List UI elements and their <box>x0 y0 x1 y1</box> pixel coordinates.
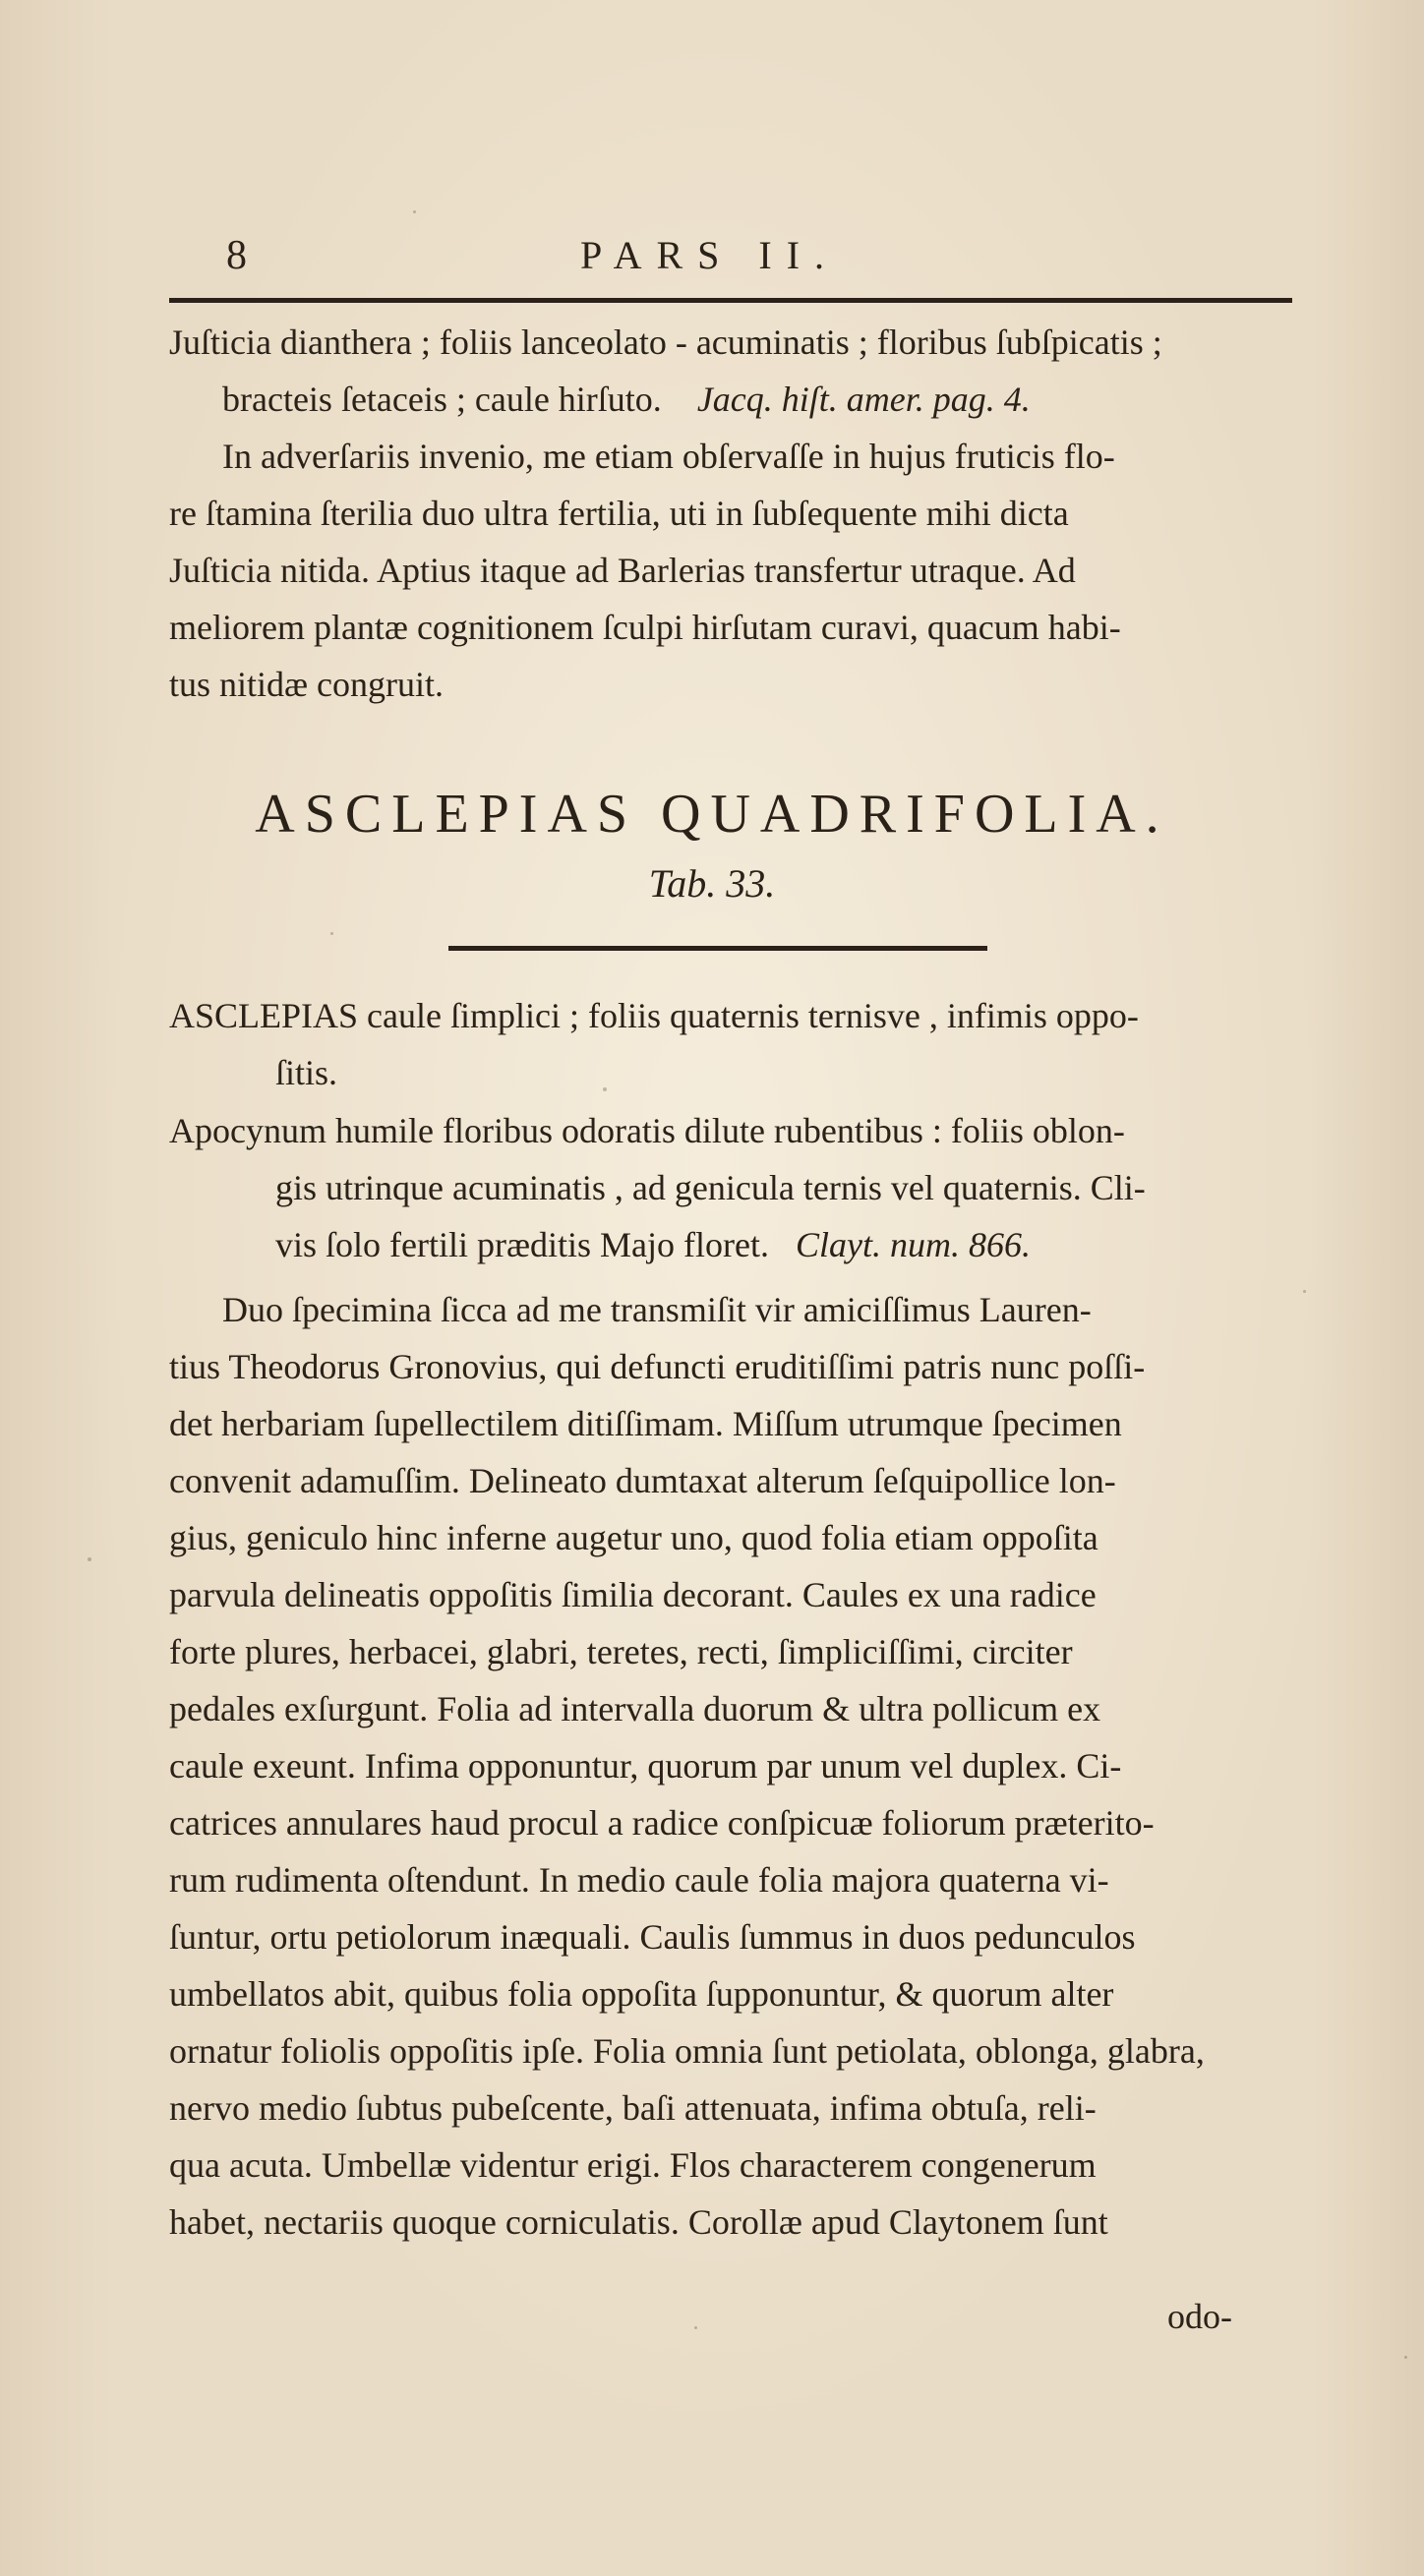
diagnosis-paragraph <box>169 987 1300 1101</box>
paper-speck <box>88 1557 91 1561</box>
synonym-paragraph <box>169 1102 1300 1273</box>
intro-paragraph <box>169 314 1300 713</box>
intro-line-6: meliorem plantæ cognitionem ſculpi hirſutam curavi, quacum habi- <box>169 608 1121 647</box>
synonym-line-3 <box>169 1216 1300 1273</box>
body-line: convenit adamuſſim. Delineato dumtaxat alterum ſeſquipollice lon- <box>169 1461 1116 1500</box>
body-line: gius, geniculo hinc inferne augetur uno, quod folia etiam oppoſita <box>169 1518 1098 1557</box>
intro-line-4: re ſtamina ſterilia duo ultra fertilia, uti in ſubſequente mihi dicta <box>169 494 1069 533</box>
synonym-line-3-text: vis ſolo fertili præditis Majo floret. <box>275 1225 769 1264</box>
plate-reference: Tab. 33. <box>648 861 776 906</box>
header-rule <box>169 298 1292 303</box>
body-line: catrices annulares haud procul a radice conſpicuæ foliorum præterito- <box>169 1803 1155 1843</box>
body-line: parvula delineatis oppoſitis ſimilia decorant. Caules ex una radice <box>169 1575 1097 1614</box>
body-line: det herbariam ſupellectilem ditiſſimam. Miſſum utrumque ſpecimen <box>169 1404 1122 1443</box>
diagnosis-line-1: ASCLEPIAS caule ſimplici ; foliis quaternis ternisve , infimis oppo- <box>169 996 1139 1035</box>
paper-speck <box>413 210 416 213</box>
paper-speck <box>1303 1290 1306 1293</box>
paper-speck <box>694 2326 697 2329</box>
body-line: qua acuta. Umbellæ videntur erigi. Flos characterem congenerum <box>169 2145 1097 2185</box>
intro-line-2 <box>169 371 1300 428</box>
paper-speck <box>603 1087 607 1091</box>
intro-citation: Jacq. hiſt. amer. pag. 4. <box>696 380 1031 419</box>
synonym-line-1: Apocynum humile floribus odoratis dilute rubentibus : foliis oblon- <box>169 1111 1125 1150</box>
body-paragraph <box>169 1281 1300 2251</box>
body-line: pedales exſurgunt. Folia ad intervalla duorum & ultra pollicum ex <box>169 1689 1101 1728</box>
body-line: Duo ſpecimina ſicca ad me transmiſit vir amiciſſimus Lauren- <box>222 1290 1092 1329</box>
catchword: odo- <box>1167 2297 1232 2336</box>
page-number: 8 <box>226 233 248 278</box>
body-line: habet, nectariis quoque corniculatis. Corollæ apud Claytonem ſunt <box>169 2202 1108 2242</box>
body-line: rum rudimenta oſtendunt. In medio caule folia majora quaterna vi- <box>169 1860 1109 1900</box>
body-line: nervo medio ſubtus pubeſcente, baſi attenuata, infima obtuſa, reli- <box>169 2088 1097 2128</box>
body-line: ornatur foliolis oppoſitis ipſe. Folia omnia ſunt petiolata, oblonga, glabra, <box>169 2031 1205 2071</box>
section-rule <box>448 946 987 951</box>
body-line: forte plures, herbacei, glabri, teretes, recti, ſimpliciſſimi, circiter <box>169 1632 1073 1671</box>
paper-speck <box>330 932 333 935</box>
intro-line-2-text: bracteis ſetaceis ; caule hirſuto. <box>222 380 662 419</box>
body-line: caule exeunt. Infima opponuntur, quorum par unum vel duplex. Ci- <box>169 1746 1122 1786</box>
intro-line-7: tus nitidæ congruit. <box>169 665 444 704</box>
synonym-citation: Clayt. num. 866. <box>795 1225 1031 1264</box>
body-line: tius Theodorus Gronovius, qui defuncti eruditiſſimi patris nunc poſſi- <box>169 1347 1146 1386</box>
synonym-line-2: gis utrinque acuminatis , ad genicula ternis vel quaternis. Cli- <box>275 1168 1146 1207</box>
body-line: ſuntur, ortu petiolorum inæquali. Caulis ſummus in duos pedunculos <box>169 1917 1136 1957</box>
paper-speck <box>1404 2356 1407 2359</box>
body-line: umbellatos abit, quibus folia oppoſita ſupponuntur, & quorum alter <box>169 1974 1114 2014</box>
diagnosis-line-2: ſitis. <box>275 1053 338 1092</box>
intro-line-3: In adverſariis invenio, me etiam obſervaſſe in hujus fruticis flo- <box>222 437 1115 476</box>
intro-line-5: Juſticia nitida. Aptius itaque ad Barlerias transfertur utraque. Ad <box>169 551 1076 590</box>
running-head: PARS II. <box>580 233 840 277</box>
intro-line-1: Juſticia dianthera ; foliis lanceolato - acuminatis ; floribus ſubſpicatis ; <box>169 322 1162 362</box>
section-title: ASCLEPIAS QUADRIFOLIA. <box>255 784 1169 845</box>
page-header <box>0 232 1424 291</box>
